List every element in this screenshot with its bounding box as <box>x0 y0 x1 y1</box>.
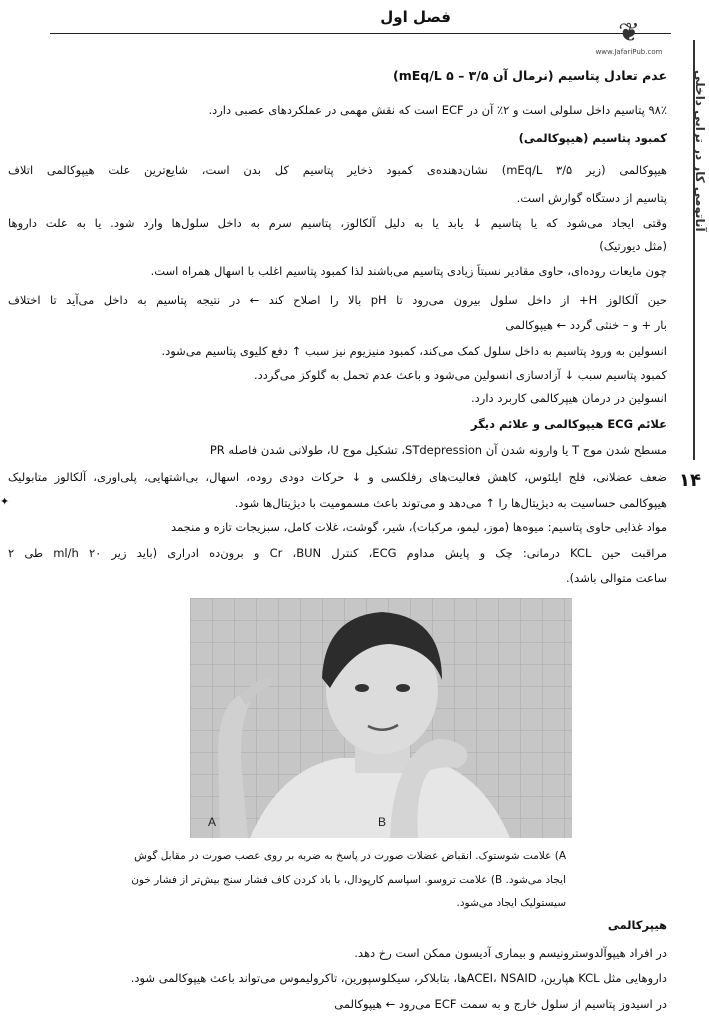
subsection-title: کمبود پتاسیم (هیپوکالمی) <box>518 131 667 145</box>
header-rule <box>50 33 671 34</box>
paragraph-line: در اسیدوز پتاسیم از سلول خارج و به سمت ECF می‌رود ← هیپوکالمی <box>334 997 667 1011</box>
publisher-logo <box>594 18 664 66</box>
paragraph-line: بار + و – خنثی گردد ← هیپوکالمی <box>505 318 667 332</box>
paragraph-line: (مثل دیورتیک) <box>599 239 667 253</box>
subsection-title: علائم ECG هیپوکالمی و علائم دیگر <box>470 417 667 431</box>
paragraph-line: کمبود پتاسیم سبب ↓ آزادسازی انسولین می‌شود و باعث عدم تحمل به گلوکز می‌گردد. <box>254 368 667 382</box>
paragraph-line: هیپوکالمی حساسیت به دیژیتال‌ها را ↑ می‌دهد و می‌توند باعث مسمومیت با دیژیتال‌ها شود. <box>234 496 667 510</box>
bullet-icon: ✦ <box>0 495 10 508</box>
logo-mark-icon: ❦ <box>618 18 640 48</box>
caption-line: ایجاد می‌شود. B) علامت تروسو. اسپاسم کارپودال، با باد کردن کاف فشار سنج بیش‌تر از فشار خون <box>131 874 566 886</box>
caption-line: سیستولیک ایجاد می‌شود. <box>456 897 566 909</box>
paragraph-line: در افراد هیپوآلدوسترونیسم و بیماری آدیسون ممکن است رخ دهد. <box>354 946 667 960</box>
child-signs-illustration <box>190 598 572 838</box>
paragraph-line: ۹۸٪ پتاسیم داخل سلولی است و ۲٪ آن در ECF است که نقش مهمی در عملکردهای عصبی دارد. <box>208 103 667 117</box>
paragraph-line: داروهایی مثل KCL هپارین، ACEI، NSAIDها، بتابلاکر، سیکلوسپورین، تاکرولیموس می‌تواند باعث هیپوکالمی شود. <box>130 971 667 985</box>
paragraph-line: هیپوکالمی (زیر mEq/L ۳/۵) نشان‌دهنده‌ی کمبود ذخایر پتاسیم کل بدن است، شایع‌ترین علت هیپوکالمی اتلاف <box>8 163 667 177</box>
caption-line: A) علامت شوستوک. انقباض عضلات صورت در پاسخ به ضربه بر روی عصب صورت در مقابل گوش <box>134 850 566 862</box>
paragraph-line: انسولین در درمان هیپرکالمی کاربرد دارد. <box>471 391 667 405</box>
paragraph-line: ساعت متوالی باشد). <box>566 571 667 585</box>
paragraph-line: چون مایعات روده‌ای، حاوی مقادیر نسبتاً زیادی پتاسیم می‌باشند لذا کمبود پتاسیم اغلب با اسهال همراه است. <box>150 264 667 278</box>
sidebar-text: آناتومی کار در تراپی داخلی <box>693 70 707 232</box>
paragraph-line: ضعف عضلانی، فلج ایلئوس، کاهش فعالیت‌های رفلکسی و ↓ حرکات دودی روده، اسهال، بی‌اشتهایی، پلی‌اوری، آلکالوز متابولیک <box>8 470 667 484</box>
paragraph-line: حین آلکالوز H+ از داخل سلول بیرون می‌رود تا pH بالا را اصلاح کند ← در نتیجه پتاسیم به داخل می‌آید تا اختلاف <box>8 293 667 307</box>
paragraph-line: انسولین به ورود پتاسیم به داخل سلول کمک می‌کند، کمبود منیزیوم نیز سبب ↑ دفع کلیوی پتاسیم می‌شود. <box>161 344 667 358</box>
chapter-title: فصل اول <box>380 8 451 26</box>
figure-label-a: A <box>208 815 217 829</box>
subsection-title: هیپرکالمی <box>607 918 667 932</box>
paragraph-line: مواد غذایی حاوی پتاسیم: میوه‌ها (موز، لیمو، مرکبات)، شیر، گوشت، غلات کامل، سبزیجات تازه و منجمد <box>171 520 667 534</box>
site-url: www.JafariPub.com <box>595 48 663 56</box>
paragraph-line: مراقبت حین KCL درمانی: چک و پایش مداوم ECG، کنترل Cr ،BUN و برون‌ده ادراری (باید زیر ml/h ۲۰ طی ۲ <box>8 546 667 560</box>
paragraph-line: مسطح شدن موج T یا وارونه شدن آن STdepression، تشکیل موج U، طولانی شدن فاصله PR <box>209 443 667 457</box>
section-title: عدم تعادل پتاسیم (نرمال آن mEq/L ۵ – ۳/۵) <box>392 68 667 83</box>
paragraph-line: وقتی ایجاد می‌شود که یا پتاسیم ↓ یابد یا به دلیل آلکالوز، پتاسیم سرم به داخل سلول‌ها وارد شود. یا به علت داروها <box>8 216 667 230</box>
page-number: ۱۴ <box>679 470 701 491</box>
paragraph-line: پتاسیم از دستگاه گوارش است. <box>516 191 667 205</box>
figure-photo <box>190 598 572 838</box>
figure-label-b: B <box>378 815 387 829</box>
sidebar <box>679 40 709 460</box>
